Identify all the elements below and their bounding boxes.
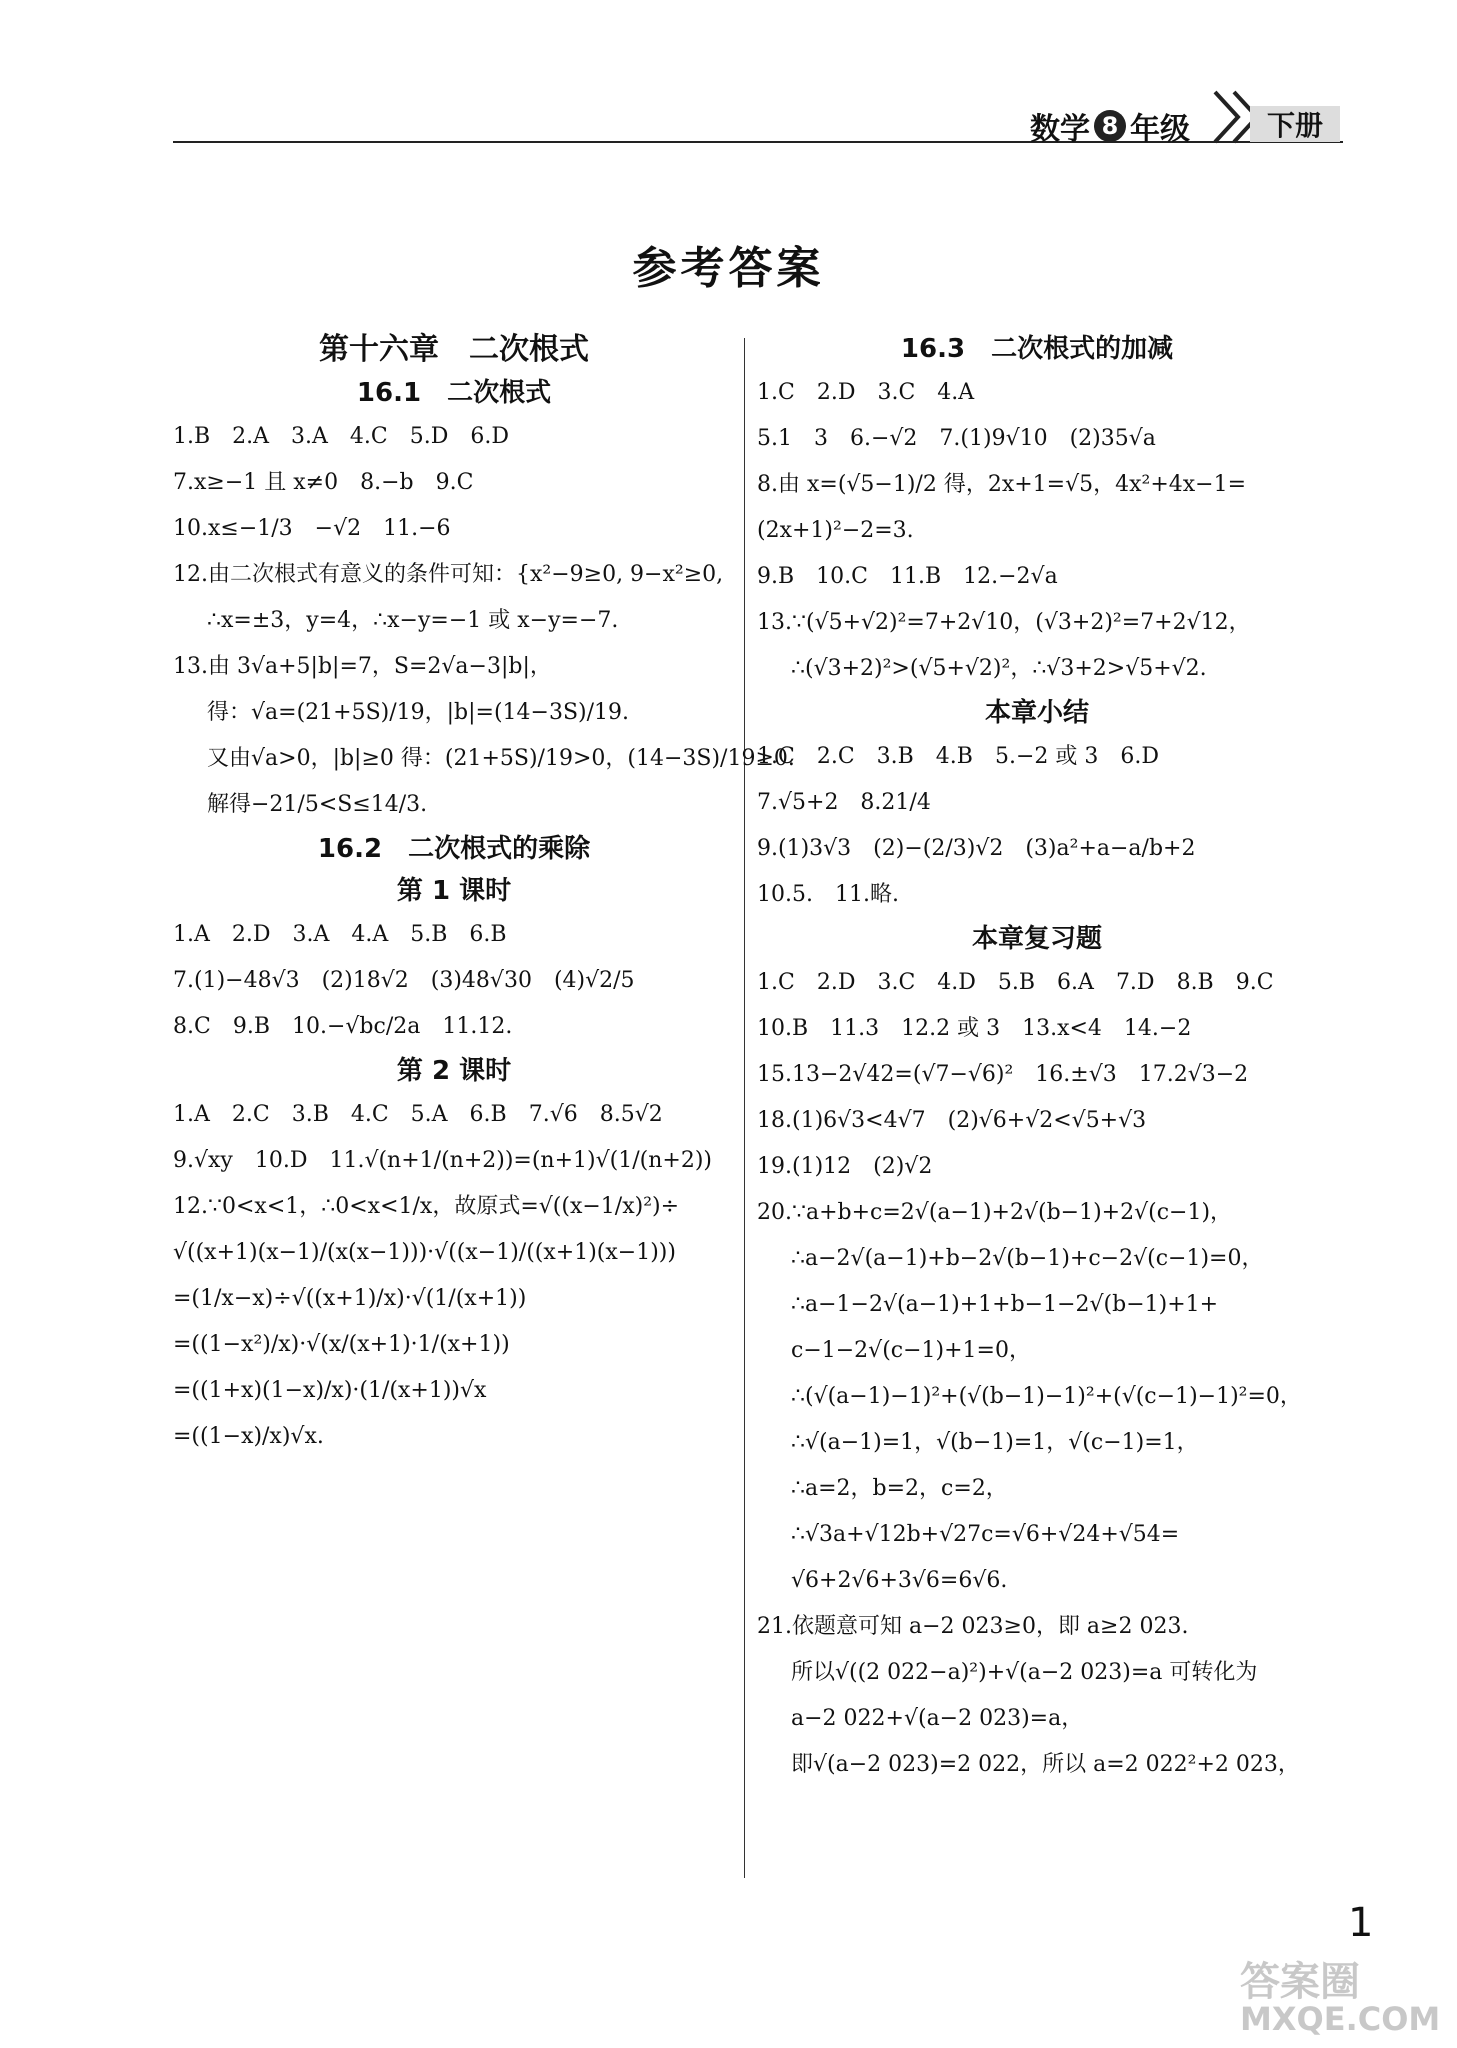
answer-line: 12.∵0<x<1，∴0<x<1/x，故原式=√((x−1/x)²)÷ (173, 1194, 680, 1219)
answer-line: √((x+1)(x−1)/(x(x−1)))·√((x−1)/((x+1)(x−1))) (173, 1240, 676, 1265)
lesson-heading: 第 1 课时 (396, 876, 512, 906)
lesson-heading: 第 2 课时 (396, 1056, 512, 1086)
answer-line: 18.(1)6√3<4√7 (2)√6+√2<√5+√3 (757, 1108, 1147, 1133)
answer-line: 13.由 3√a+5|b|=7，S=2√a−3|b|， (173, 654, 552, 679)
answer-line: 9.√xy 10.D 11.√(n+1/(n+2))=(n+1)√(1/(n+2)) (173, 1148, 712, 1173)
answer-line: √6+2√6+3√6=6√6. (791, 1568, 1008, 1593)
watermark-logo: 答案圈 (1240, 1959, 1360, 2005)
answer-line: c−1−2√(c−1)+1=0， (791, 1338, 1031, 1363)
chapter-heading: 第十六章 二次根式 (319, 332, 589, 367)
answer-line: =((1+x)(1−x)/x)·(1/(x+1))√x (173, 1378, 487, 1403)
page-title: 参考答案 (632, 243, 825, 294)
page-number: 1 (1348, 1900, 1374, 1946)
answer-line: 7.x≥−1 且 x≠0 8.−b 9.C (173, 470, 474, 495)
answer-line: =((1−x²)/x)·√(x/(x+1)·1/(x+1)) (173, 1332, 510, 1357)
answer-line: 19.(1)12 (2)√2 (757, 1154, 933, 1179)
header-title (1030, 104, 1190, 148)
answer-line: 1.C 2.C 3.B 4.B 5.−2 或 3 6.D (757, 744, 1159, 769)
answer-line: 15.13−2√42=(√7−√6)² 16.±√3 17.2√3−2 (757, 1062, 1249, 1087)
answer-line: =((1−x)/x)√x. (173, 1424, 324, 1449)
answer-line: 1.A 2.C 3.B 4.C 5.A 6.B 7.√6 8.5√2 (173, 1102, 663, 1127)
header-subject: 数学 (1030, 112, 1090, 147)
answer-line: 又由√a>0，|b|≥0 得：(21+5S)/19>0，(14−3S)/19≥0. (207, 746, 795, 771)
answer-line: 8.C 9.B 10.−√bc/2a 11.12. (173, 1014, 513, 1039)
answer-line: 7.√5+2 8.21/4 (757, 790, 931, 815)
answer-line: 8.由 x=(√5−1)/2 得，2x+1=√5，4x²+4x−1= (757, 472, 1247, 497)
answer-line: 7.(1)−48√3 (2)18√2 (3)48√30 (4)√2/5 (173, 968, 635, 993)
answer-line: 1.A 2.D 3.A 4.A 5.B 6.B (173, 922, 507, 947)
answer-line: ∴a−1−2√(a−1)+1+b−1−2√(b−1)+1+ (791, 1292, 1219, 1317)
right-column (757, 328, 1317, 1788)
column-divider (744, 338, 745, 1878)
answer-line: 得：√a=(21+5S)/19，|b|=(14−3S)/19. (207, 700, 630, 725)
answer-line: 所以√((2 022−a)²)+√(a−2 023)=a 可转化为 (791, 1660, 1258, 1685)
answer-line: 13.∵(√5+√2)²=7+2√10，(√3+2)²=7+2√12， (757, 610, 1251, 635)
volume-tab: 下册 (1250, 106, 1340, 142)
answer-line: 9.B 10.C 11.B 12.−2√a (757, 564, 1058, 589)
section-heading: 本章小结 (984, 698, 1089, 728)
answer-line: ∴a−2√(a−1)+b−2√(b−1)+c−2√(c−1)=0， (791, 1246, 1264, 1271)
answer-line: ∴(√3+2)²>(√5+√2)²，∴√3+2>√5+√2. (791, 656, 1207, 681)
answer-line: 10.B 11.3 12.2 或 3 13.x<4 14.−2 (757, 1016, 1192, 1041)
answer-line: 即√(a−2 023)=2 022，所以 a=2 022²+2 023， (791, 1752, 1300, 1777)
answer-line: ∴√3a+√12b+√27c=√6+√24+√54= (791, 1522, 1180, 1547)
answer-line: 10.x≤−1/3 −√2 11.−6 (173, 516, 451, 541)
answer-line: 1.C 2.D 3.C 4.D 5.B 6.A 7.D 8.B 9.C (757, 970, 1274, 995)
answer-line: 9.(1)3√3 (2)−(2/3)√2 (3)a²+a−a/b+2 (757, 836, 1196, 861)
grade-badge: 8 (1094, 110, 1126, 142)
answer-line: 1.B 2.A 3.A 4.C 5.D 6.D (173, 424, 509, 449)
section-heading: 16.3 二次根式的加减 (900, 334, 1174, 364)
section-heading: 16.1 二次根式 (356, 378, 552, 408)
answer-line: (2x+1)²−2=3. (757, 518, 914, 543)
answer-line: 解得−21/5<S≤14/3. (207, 792, 428, 817)
answer-line: 12.由二次根式有意义的条件可知：{x²−9≥0, 9−x²≥0, (173, 562, 724, 587)
answer-line: ∴(√(a−1)−1)²+(√(b−1)−1)²+(√(c−1)−1)²=0， (791, 1384, 1302, 1409)
section-heading: 16.2 二次根式的乘除 (317, 834, 591, 864)
answer-line: 1.C 2.D 3.C 4.A (757, 380, 975, 405)
answer-line: ∴a=2，b=2，c=2， (791, 1476, 1008, 1501)
answer-line: a−2 022+√(a−2 023)=a， (791, 1706, 1084, 1731)
header-grade-suffix: 年级 (1130, 112, 1190, 147)
left-column (173, 328, 795, 1460)
answer-line: 5.1 3 6.−√2 7.(1)9√10 (2)35√a (757, 426, 1156, 451)
answer-line: 20.∵a+b+c=2√(a−1)+2√(b−1)+2√(c−1)， (757, 1200, 1233, 1225)
watermark-url: MXQE.COM (1240, 2000, 1441, 2038)
answer-line: ∴x=±3，y=4，∴x−y=−1 或 x−y=−7. (207, 608, 619, 633)
section-heading: 本章复习题 (971, 924, 1102, 954)
answer-line: =(1/x−x)÷√((x+1)/x)·√(1/(x+1)) (173, 1286, 527, 1311)
answer-line: ∴√(a−1)=1，√(b−1)=1，√(c−1)=1， (791, 1430, 1199, 1455)
answer-line: 10.5. 11.略. (757, 882, 899, 907)
answer-line: 21.依题意可知 a−2 023≥0，即 a≥2 023. (757, 1614, 1189, 1639)
